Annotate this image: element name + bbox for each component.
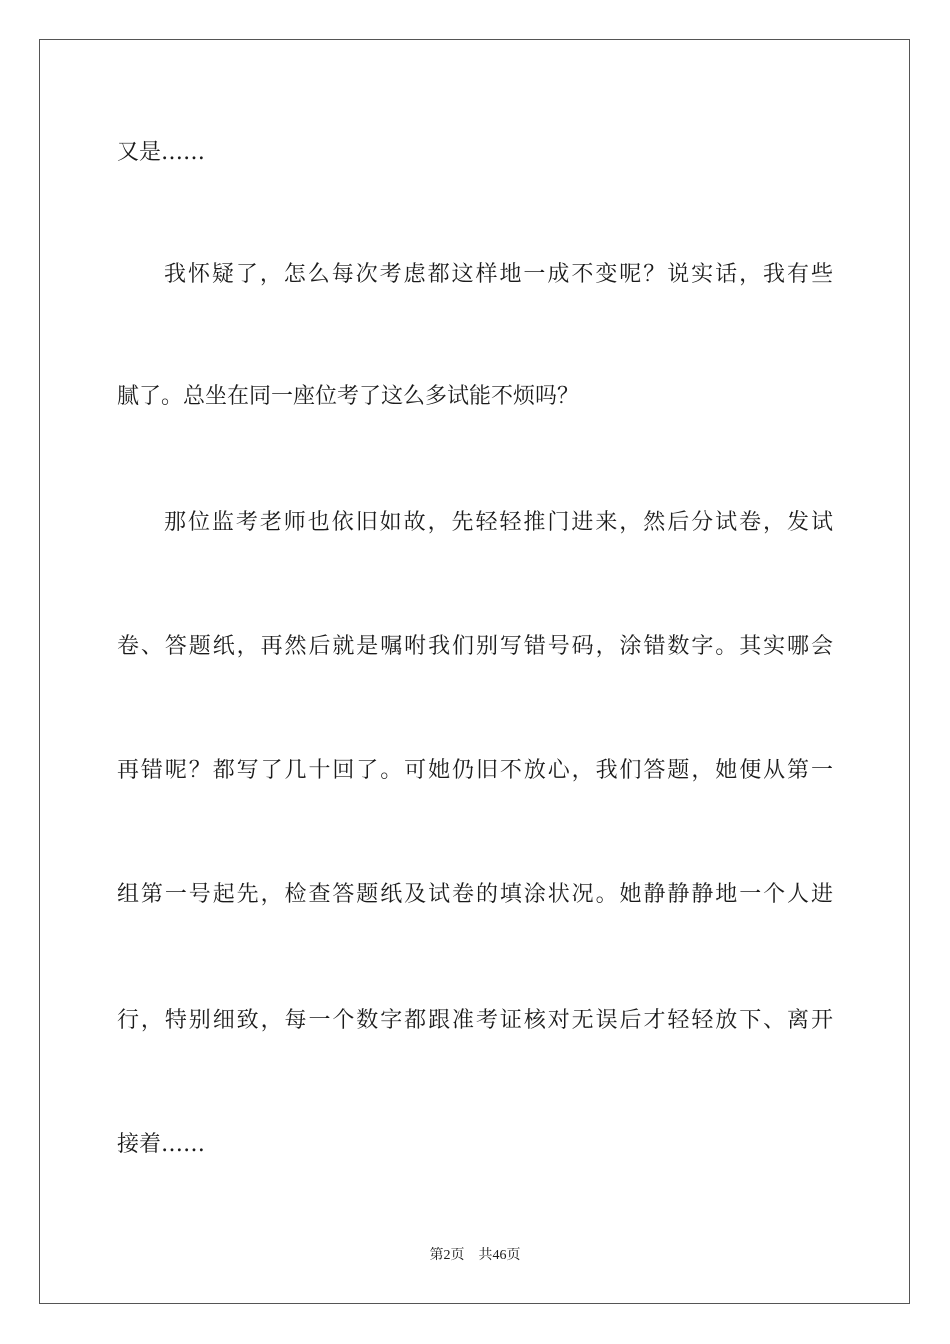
text-line: 那位监考老师也依旧如故，先轻轻推门进来，然后分试卷，发试 [164, 510, 833, 535]
page-border [39, 39, 910, 1304]
page-number: 第2页 [429, 1248, 465, 1263]
text-line: 腻了。总坐在同一座位考了这么多试能不烦吗？ [117, 384, 580, 409]
text-line: 再错呢？都写了几十回了。可她仍旧不放心，我们答题，她便从第一 [117, 758, 833, 783]
text-line: 我怀疑了，怎么每次考虑都这样地一成不变呢？说实话，我有些 [164, 262, 833, 287]
page-footer [0, 1246, 950, 1266]
text-line: 组第一号起先，检查答题纸及试卷的填涂状况。她静静静地一个人进 [117, 882, 833, 907]
text-line: 又是…… [117, 140, 206, 165]
total-pages: 共46页 [478, 1248, 521, 1263]
text-line: 接着…… [117, 1132, 206, 1157]
text-line: 行，特别细致，每一个数字都跟准考证核对无误后才轻轻放下、离开 [117, 1008, 833, 1033]
text-line: 卷、答题纸，再然后就是嘱咐我们别写错号码，涂错数字。其实哪会 [117, 634, 833, 659]
